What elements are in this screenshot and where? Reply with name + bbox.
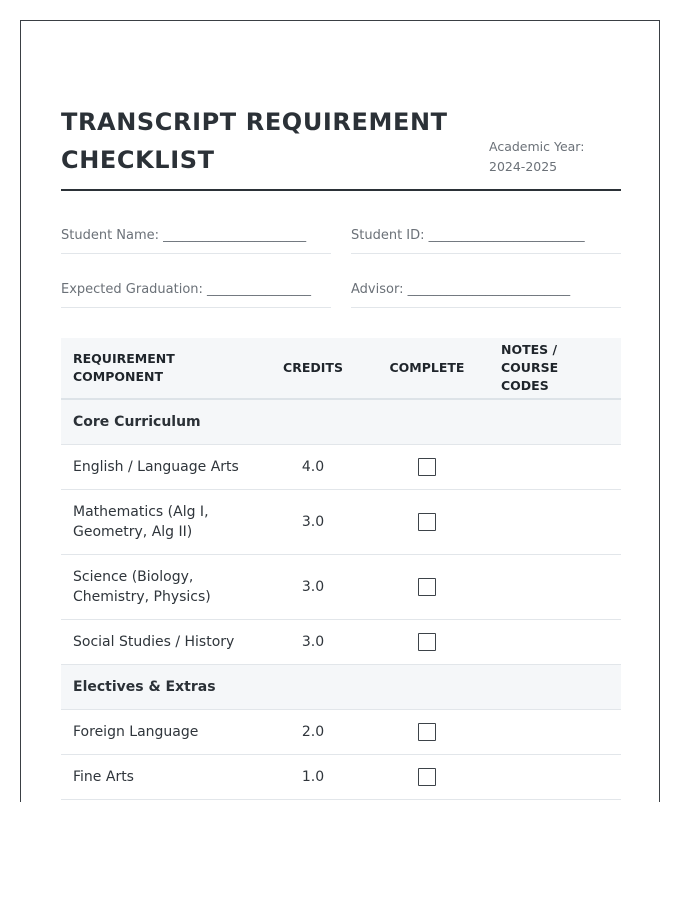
table-row (61, 555, 621, 620)
table-header-row (61, 338, 621, 399)
credits-cell: 3.0 (261, 490, 365, 555)
student-id-label: Student ID: ________________________ (351, 228, 585, 243)
complete-cell (365, 755, 489, 800)
notes-cell[interactable] (489, 445, 621, 490)
expected-graduation-label: Expected Graduation: ________________ (61, 282, 312, 297)
section-title: Core Curriculum (61, 399, 621, 445)
student-id-field[interactable] (351, 220, 621, 254)
requirement-cell: Foreign Language (61, 710, 261, 755)
column-header-requirement: REQUIREMENT COMPONENT (61, 338, 261, 399)
credits-cell: 3.0 (261, 555, 365, 620)
credits-cell: 4.0 (261, 445, 365, 490)
expected-graduation-field[interactable] (61, 274, 331, 308)
requirement-cell: Mathematics (Alg I, Geometry, Alg II) (61, 490, 261, 555)
table-row (61, 620, 621, 665)
checklist-sheet (20, 20, 660, 802)
section-row-core (61, 399, 621, 445)
complete-checkbox[interactable] (418, 768, 436, 786)
column-header-credits: CREDITS (261, 338, 365, 399)
academic-year: Academic Year: 2024-2025 (489, 139, 585, 174)
notes-cell[interactable] (489, 555, 621, 620)
credits-cell: 2.0 (261, 710, 365, 755)
table-row (61, 490, 621, 555)
requirement-cell: Social Studies / History (61, 620, 261, 665)
table-row (61, 445, 621, 490)
requirement-cell: Fine Arts (61, 755, 261, 800)
complete-cell (365, 620, 489, 665)
complete-cell (365, 490, 489, 555)
table-row (61, 755, 621, 800)
requirement-cell: Science (Biology, Chemistry, Physics) (61, 555, 261, 620)
complete-checkbox[interactable] (418, 633, 436, 651)
notes-cell[interactable] (489, 755, 621, 800)
advisor-label: Advisor: _________________________ (351, 282, 571, 297)
notes-cell[interactable] (489, 710, 621, 755)
student-name-label: Student Name: ______________________ (61, 228, 307, 243)
complete-checkbox[interactable] (418, 578, 436, 596)
requirements-table (61, 338, 621, 800)
student-name-field[interactable] (61, 220, 331, 254)
section-row-electives (61, 665, 621, 710)
complete-cell (365, 445, 489, 490)
complete-checkbox[interactable] (418, 723, 436, 741)
table-row (61, 710, 621, 755)
section-title: Electives & Extras (61, 665, 621, 710)
document-header (61, 103, 621, 191)
column-header-complete: COMPLETE (365, 338, 489, 399)
complete-cell (365, 555, 489, 620)
notes-cell[interactable] (489, 490, 621, 555)
notes-cell[interactable] (489, 620, 621, 665)
complete-checkbox[interactable] (418, 513, 436, 531)
credits-cell: 1.0 (261, 755, 365, 800)
complete-cell (365, 710, 489, 755)
advisor-field[interactable] (351, 274, 621, 308)
column-header-notes: NOTES / COURSE CODES (489, 338, 621, 399)
credits-cell: 3.0 (261, 620, 365, 665)
requirement-cell: English / Language Arts (61, 445, 261, 490)
document-title: TRANSCRIPT REQUIREMENT CHECKLIST (61, 108, 448, 174)
complete-checkbox[interactable] (418, 458, 436, 476)
